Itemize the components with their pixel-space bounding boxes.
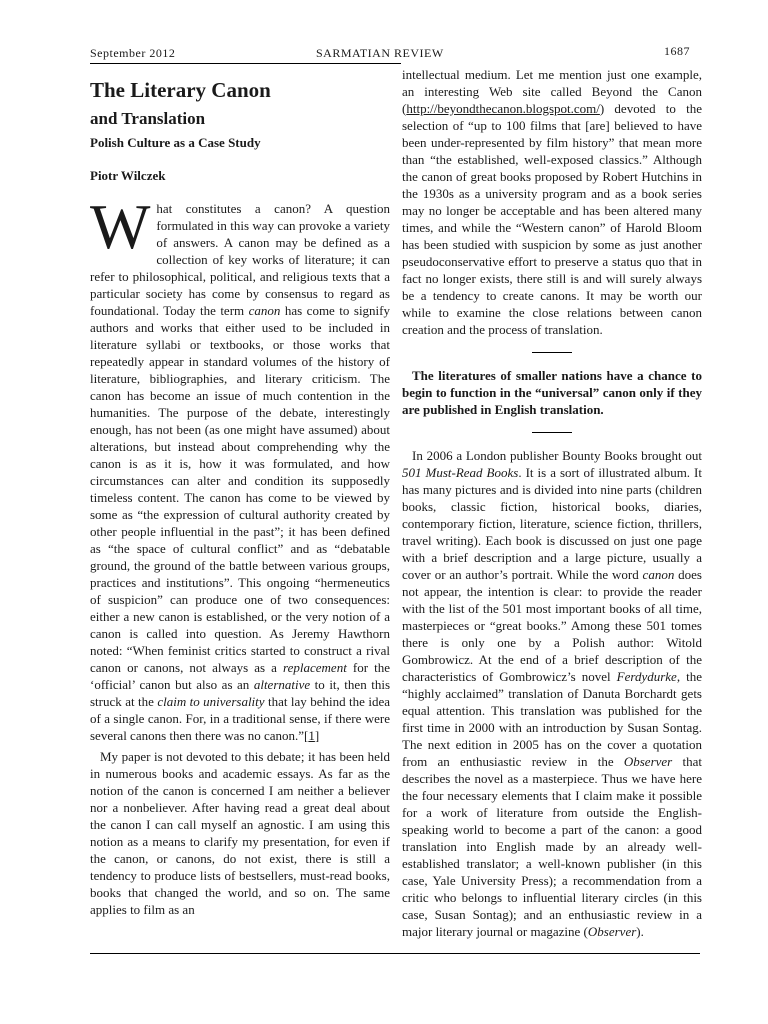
article-title: The Literary Canon: [90, 78, 271, 102]
paragraph-1: What constitutes a canon? A question formulated in this way can provoke a variety of answers. A canon may be defined as a collection of key works of literature; it can refer to philosophical, political, and religious texts that a particular society has come by consensus to regard as foundational. Today the term canon has come to signify authors and works that either used to be included in literature syllabi or textbooks, or those works that repeatedly appear in standard volumes of the history of literature, bibliographies, and literary criticism. The canon has become an issue of much contention in the humanities. The purpose of the debate, interestingly enough, has not been (as one might have assumed) about alterations, but instead about comprehending why the canon is as it is, how it was formulated, and how circumstances can alter and condition its supposedly timeless content. The canon has come to be viewed by some as “the expression of cultural authority created by other people influential in the past”; it has been defined as “the space of cultural conflict” and as “debatable ground, the ground of the battle between various groups, practices and institutions”. This ongoing “hermeneutics of suspicion” can produce one of two consequences: either a new canon is established, or the very notion of a canon is called into question. As Jeremy Hawthorn noted: “When feminist critics started to construct a rival canon or canons, not always as a replacement for the ‘official’ canon but also as an alternative to it, then this struck at the claim to universality that lay behind the idea of a single canon. For, in a traditional sense, if there were several canons then there was no canon.”[1]: [90, 191, 390, 743]
article-author: Piotr Wilczek: [90, 168, 166, 183]
paragraph-3: intellectual medium. Let me mention just one example, an interesting Web site called Beyond the Canon (http://beyondthecanon.blogspot.com/) devoted to the selection of “up to 100 films that [are] believed to have been under-represented by film history” that mean more than “the established, well-exposed classics.” Although the canon of great books proposed by Robert Hutchins in the 1930s as a university program and as a book series may no longer be acceptable and has been altered many times, and while the “Western canon” of Harold Bloom has been studied with suspicion by some as just another pseudoconservative effort to preserve a status quo that in fact no longer exists, there still is and will surely always be a tendency to create canons. It may be worth our while to examine the close relations between canon creation and the process of translation.: [402, 67, 702, 337]
article-subtitle: and Translation: [90, 109, 206, 128]
left-column: [90, 66, 390, 918]
right-column: [402, 66, 702, 940]
running-header: [90, 44, 690, 64]
beyond-the-canon-link[interactable]: http://beyondthecanon.blogspot.com/: [406, 101, 600, 116]
drop-cap: W: [90, 191, 151, 262]
separator-top: [532, 352, 572, 353]
journal-name: SARMATIAN REVIEW: [316, 46, 444, 60]
separator-bottom: [532, 432, 572, 433]
issue-date: September 2012: [90, 46, 176, 60]
paragraph-2: My paper is not devoted to this debate; it has been held in numerous books and academic essays. As far as the notion of the canon is concerned I am neither a believer nor a nonbeliever. After having read a great deal about the canon I can call myself an agnostic. I am using this notion as a means to clarify my presentation, for even if the canon, or canons, do not exist, there is still a tendency to produce lists of bestsellers, must-read books, books that changed the world, and so on. The same applies to film as an: [90, 749, 390, 917]
header-rule: [90, 63, 401, 64]
footnote-link[interactable]: 1: [308, 728, 315, 743]
pull-quote: The literatures of smaller nations have a chance to begin to function in the “universal” canon only if they are published in English translation.: [402, 368, 702, 417]
footer-rule: [90, 953, 700, 954]
page-number: 1687: [664, 44, 690, 58]
paragraph-4: In 2006 a London publisher Bounty Books brought out 501 Must-Read Books. It is a sort of illustrated album. It has many pictures and is divided into nine parts (children books, classic fiction, historical books, diaries, contemporary fiction, literature, science fiction, thrillers, travel writing). Each book is discussed on just one page with a brief description and a large picture, usually a cover or an author’s portrait. While the word canon does not appear, the intention is clear: to provide the reader with the list of the 501 most important books of all time, masterpieces or “great books.” Among these 501 tomes there is only one by a Polish author: Witold Gombrowicz. At the end of a brief description of the characteristics of Gombrowicz’s novel Ferdydurke, the “highly acclaimed” translation of Danuta Borchardt gets equal attention. This translation was published for the first time in 2000 with an introduction by Susan Sontag. The next edition in 2005 has on the cover a quotation from an enthusiastic review in the Observer that describes the novel as a masterpiece. Thus we have here the four necessary elements that I claim make it possible for a work of literature from outside the English-speaking world to become a part of the canon: a good translation into English made by an already well-established translator; a well-known publisher (in this case, Yale University Press); a recommendation from a critic who belongs to influential literary circles (in this case, Susan Sontag); and an enthusiastic review in a major literary journal or magazine (Observer).: [402, 448, 703, 939]
article-tagline: Polish Culture as a Case Study: [90, 135, 261, 150]
